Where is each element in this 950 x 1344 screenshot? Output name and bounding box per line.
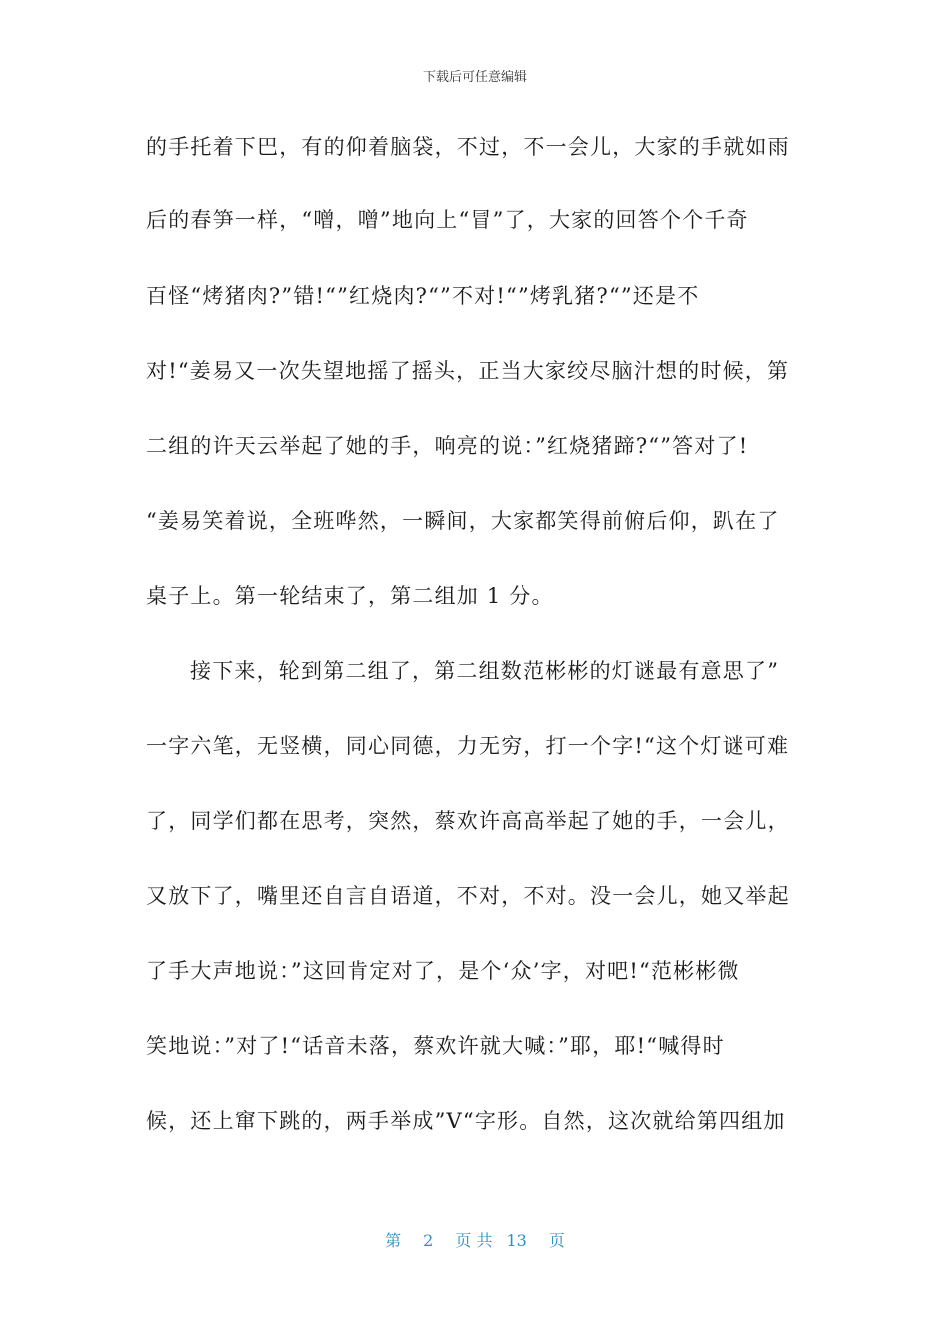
text-line: 一字六笔，无竖横，同心同德，力无穷，打一个字!“这个灯谜可难 — [146, 734, 790, 758]
footer-suffix: 页 — [548, 1231, 565, 1250]
text-line: 的手托着下巴，有的仰着脑袋，不过，不一会儿，大家的手就如雨 — [146, 135, 790, 159]
text-line: 候，还上窜下跳的，两手举成”V“字形。自然，这次就给第四组加 — [146, 1109, 786, 1133]
text-line: 桌子上。第一轮结束了，第二组加 1 分。 — [146, 584, 554, 608]
current-page-number: 2 — [423, 1231, 434, 1250]
text-line: “姜易笑着说，全班哗然，一瞬间，大家都笑得前俯后仰，趴在了 — [146, 509, 780, 533]
text-line: 二组的许天云举起了她的手，响亮的说：”红烧猪蹄?“”答对了! — [146, 434, 749, 458]
page-number-footer — [0, 1228, 950, 1251]
page-header: 下载后可任意编辑 — [422, 70, 527, 85]
text-line: 了，同学们都在思考，突然，蔡欢许高高举起了她的手，一会儿， — [146, 809, 790, 833]
text-line: 笑地说：”对了!“话音未落，蔡欢许就大喊：”耶，耶!“喊得时 — [146, 1034, 725, 1058]
text-line: 百怪“烤猪肉?”错!“”红烧肉?“”不对!“”烤乳猪?“”还是不 — [146, 284, 700, 308]
paragraph-first-line: 接下来，轮到第二组了，第二组数范彬彬的灯谜最有意思了” — [190, 659, 780, 683]
footer-middle: 页 共 — [455, 1231, 493, 1250]
text-line: 对!“姜易又一次失望地摇了摇头，正当大家绞尽脑汁想的时候，第 — [146, 359, 790, 383]
text-line: 又放下了，嘴里还自言自语道，不对，不对。没一会儿，她又举起 — [146, 884, 790, 908]
footer-prefix: 第 — [385, 1231, 402, 1250]
total-pages-number: 13 — [506, 1231, 527, 1250]
text-line: 了手大声地说：”这回肯定对了，是个‘众’字，对吧!“范彬彬微 — [146, 959, 740, 983]
text-line: 后的春笋一样，“噌，噌”地向上“冒”了，大家的回答个个千奇 — [146, 208, 749, 232]
